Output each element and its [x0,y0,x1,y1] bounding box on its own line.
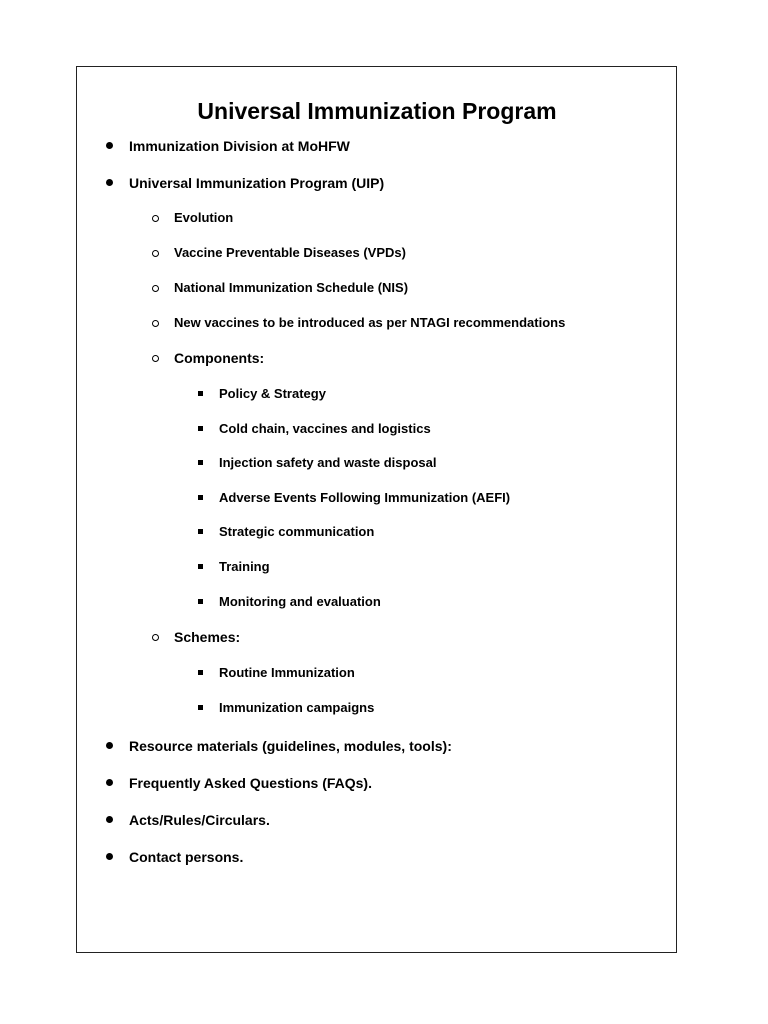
component-item [0,592,768,612]
list-item-label: Acts/Rules/Circulars. [129,812,270,828]
list-item-division [0,136,768,156]
sub-item-label: Schemes: [174,629,241,645]
sub-item-label: New vaccines to be introduced as per NTAGI recommendations [174,315,566,330]
circle-bullet-icon [152,313,166,333]
component-item [0,453,768,473]
square-bullet-icon [198,419,212,439]
list-item-faqs [0,773,768,793]
list-item-resources [0,736,768,756]
disc-bullet-icon [106,847,120,867]
sub-item-label: Evolution [174,210,234,225]
component-item [0,384,768,404]
square-bullet-icon [198,592,212,612]
disc-bullet-icon [106,810,120,830]
component-label: Strategic communication [219,524,375,539]
square-bullet-icon [198,557,212,577]
square-bullet-icon [198,488,212,508]
sub-item-vpds [0,243,768,263]
scheme-label: Routine Immunization [219,665,355,680]
list-item-label: Frequently Asked Questions (FAQs). [129,775,372,791]
list-item-label: Resource materials (guidelines, modules, tools): [129,738,452,754]
component-item [0,488,768,508]
circle-bullet-icon [152,348,166,368]
circle-bullet-icon [152,278,166,298]
disc-bullet-icon [106,173,120,193]
component-item [0,522,768,542]
square-bullet-icon [198,384,212,404]
sub-item-label: National Immunization Schedule (NIS) [174,280,409,295]
component-label: Cold chain, vaccines and logistics [219,421,431,436]
sub-item-label: Vaccine Preventable Diseases (VPDs) [174,245,406,260]
sub-item-evolution [0,208,768,228]
list-item-acts [0,810,768,830]
scheme-label: Immunization campaigns [219,700,375,715]
component-label: Injection safety and waste disposal [219,455,437,470]
disc-bullet-icon [106,136,120,156]
document-title: Universal Immunization Program [197,98,557,124]
circle-bullet-icon [152,243,166,263]
sub-item-components [0,348,768,368]
square-bullet-icon [198,698,212,718]
scheme-item [0,698,768,718]
list-item-contacts [0,847,768,867]
list-item-uip [0,173,768,193]
component-item [0,557,768,577]
component-label: Adverse Events Following Immunization (AEFI) [219,490,511,505]
sub-item-schemes [0,627,768,647]
square-bullet-icon [198,453,212,473]
square-bullet-icon [198,522,212,542]
circle-bullet-icon [152,208,166,228]
disc-bullet-icon [106,773,120,793]
sub-item-new-vaccines [0,313,768,333]
list-item-label: Universal Immunization Program (UIP) [129,175,385,191]
disc-bullet-icon [106,736,120,756]
list-item-label: Immunization Division at MoHFW [129,138,350,154]
scheme-item [0,663,768,683]
sub-item-nis [0,278,768,298]
component-label: Training [219,559,270,574]
component-item [0,419,768,439]
component-label: Policy & Strategy [219,386,326,401]
component-label: Monitoring and evaluation [219,594,381,609]
sub-item-label: Components: [174,350,265,366]
square-bullet-icon [198,663,212,683]
circle-bullet-icon [152,627,166,647]
list-item-label: Contact persons. [129,849,244,865]
